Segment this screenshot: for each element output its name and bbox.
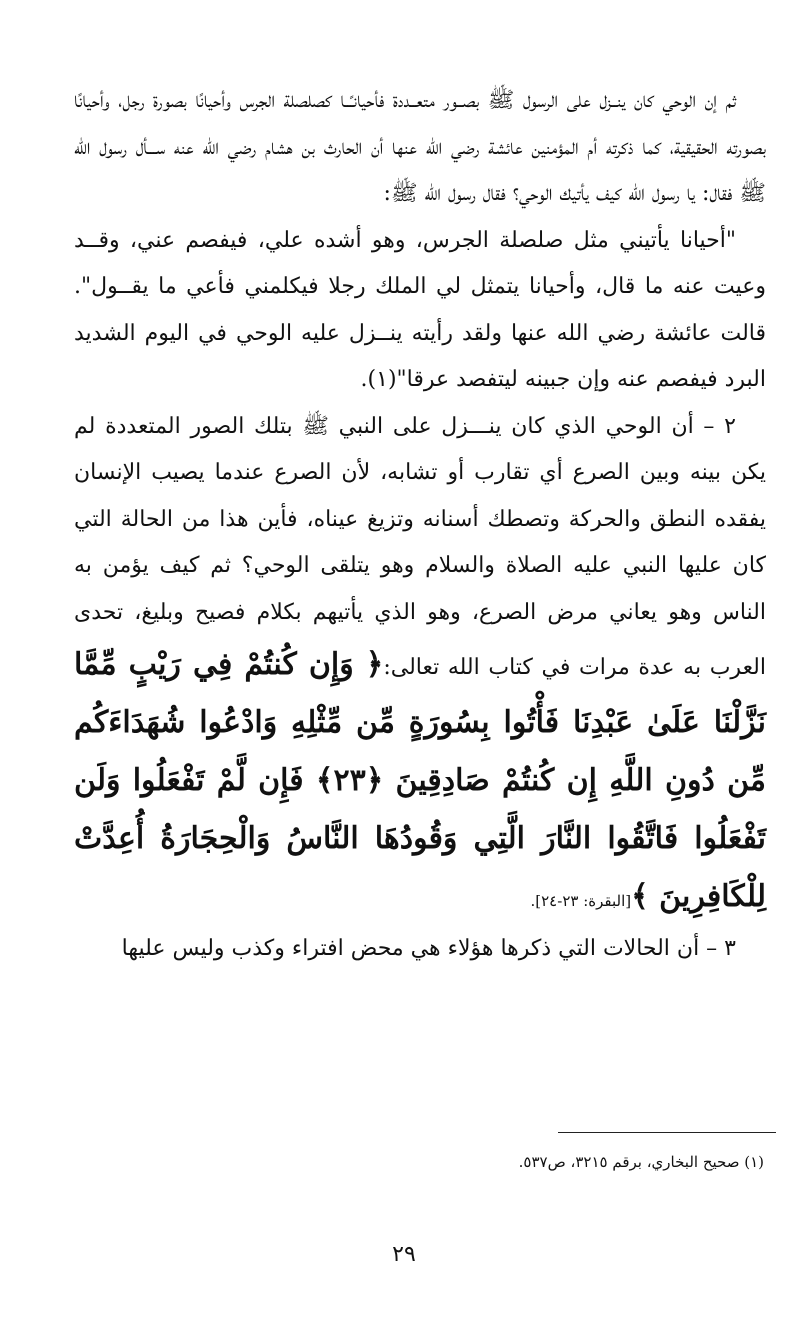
page-number: ٢٩ (392, 1242, 416, 1267)
paragraph-point-3: ٣ – أن الحالات التي ذكرها هؤلاء هي محض افتراء وكذب وليس عليها (121, 936, 736, 961)
footnote: (١) صحيح البخاري، برقم ٣٢١٥، ص٥٣٧. (518, 1153, 764, 1171)
paragraph-1: ثم إن الوحي كان ينــزل على الرسول ﷺ بصــور متعــددة فأحيانـًــا كصلصلة الجرس وأحيانًا بصورة رجل، وأحيانًا بصورته الحقيقية، كما ذكرته أم المؤمنين عائشة رضي الله عنها أن الحارث بن هشام رضي الله عنه ســـأل رسول الله ﷺ فقال: يا رسول الله كيف يأتيك الوحي؟ فقال رسول الله ﷺ: (74, 88, 766, 206)
paragraph-hadith: "أحيانا يأتيني مثل صلصلة الجرس، وهو أشده علي، فيفصم عني، وقــد وعيت عنه ما قال، وأحيانا يتمثل لي الملك رجلا فيكلمني فأعي ما يقــول". قالت عائشة رضي الله عنها ولقد رأيته ينــزل عليه الوحي في اليوم الشديد البرد فيفصم عنه وإن جبينه ليتفصد عرقا"(١). (74, 227, 766, 392)
footnote-divider (558, 1132, 776, 1133)
paragraph-point-2-text: ٢ – أن الوحي الذي كان ينـــزل على النبي ﷺ بتلك الصور المتعددة لم يكن بينه وبين الصرع أي تقارب أو تشابه، لأن الصرع عندما يصيب الإنسان يفقده النطق والحركة وتصطك أسنانه وتزيغ عيناه، فأين هذا من الحالة التي كان عليها النبي عليه الصلاة والسلام وهو يتلقى الوحي؟ ثم كيف يؤمن به الناس وهو يعاني مرض الصرع، وهو الذي يأتيهم بكلام فصيح وبليغ، تحدى العرب به عدة مرات في كتاب الله تعالى: (74, 413, 766, 680)
quran-verse: ﴿ وَإِن كُنتُمْ فِي رَيْبٍ مِّمَّا نَزَّلْنَا عَلَىٰ عَبْدِنَا فَأْتُوا بِسُورَةٍ مِّن مِّثْلِهِ وَادْعُوا شُهَدَاءَكُم مِّن دُونِ اللَّهِ إِن كُنتُمْ صَادِقِينَ ﴿٢٣﴾ فَإِن لَّمْ تَفْعَلُوا وَلَن تَفْعَلُوا فَاتَّقُوا النَّارَ الَّتِي وَقُودُهَا النَّاسُ وَالْحِجَارَةُ أُعِدَّتْ لِلْكَافِرِينَ ﴾ (74, 647, 766, 914)
body-text (74, 78, 766, 973)
quran-reference: [البقرة: ٢٣-٢٤]. (530, 892, 632, 910)
paragraph-point-2 (74, 404, 766, 927)
